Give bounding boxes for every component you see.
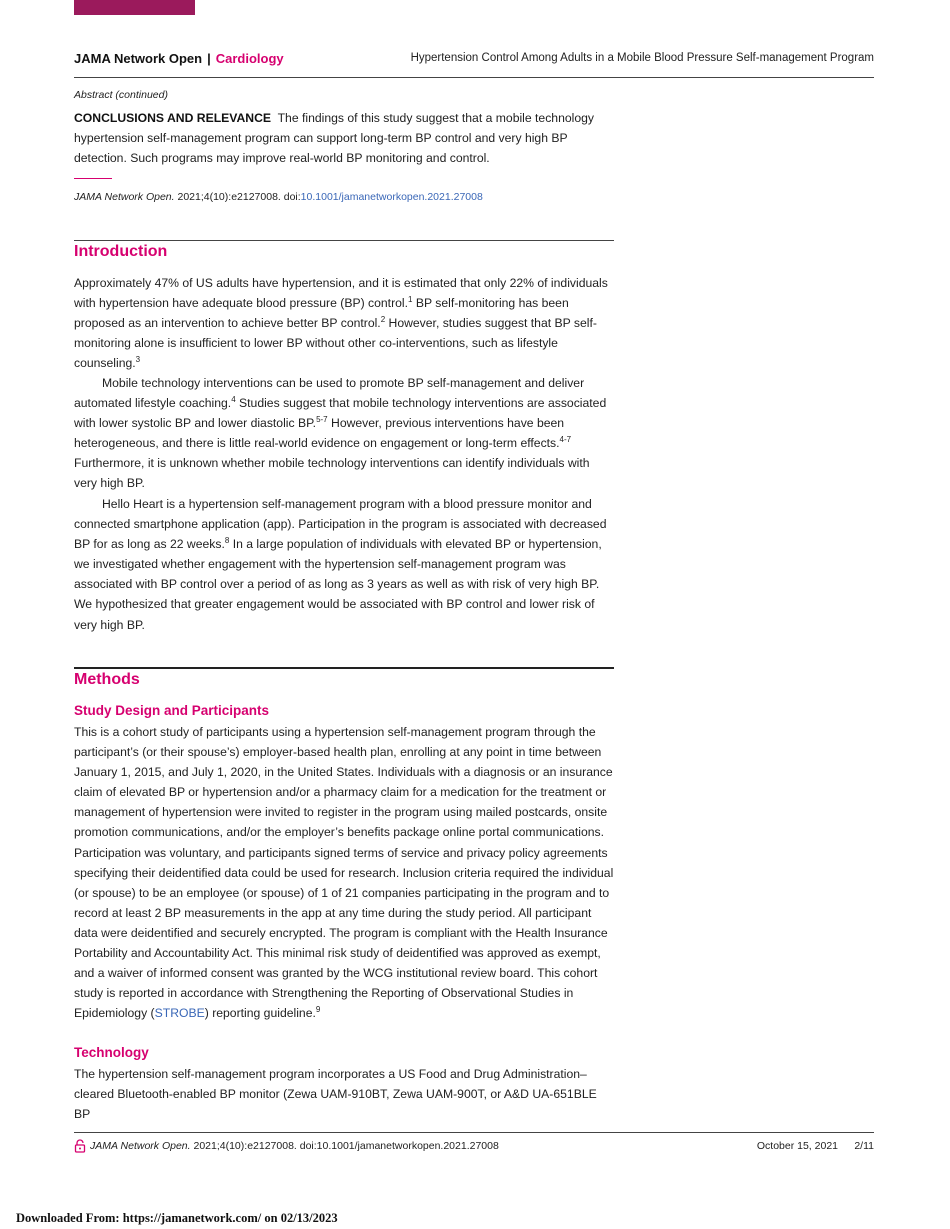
technology-heading: Technology	[74, 1045, 149, 1060]
journal-name	[74, 51, 284, 66]
publication-date: October 15, 2021	[756, 1140, 838, 1152]
doi-link[interactable]: 10.1001/jamanetworkopen.2021.27008	[300, 191, 483, 203]
footer-journal: JAMA Network Open.	[90, 1140, 191, 1152]
strobe-link[interactable]: STROBE	[154, 1006, 205, 1021]
section-name: Cardiology	[215, 51, 284, 66]
introduction-heading: Introduction	[74, 243, 168, 260]
pink-divider	[74, 178, 112, 179]
intro-paragraph-2: Mobile technology interventions can be used to promote BP self-management and deliver automated lifestyle coaching.$^4$ Studies suggest that mobile technology interventions are associated with lower systolic BP and lower diastolic BP.$^{5-7}$ However, previous interventions have been heterogeneous, and there is little real-world evidence on engagement or long-term effects.$^{4-7}$ Furthermore, it is unknown whether mobile technology interventions can identify individuals with very high BP.	[74, 376, 607, 491]
header-rule	[74, 77, 874, 78]
abstract-continued-label: Abstract (continued)	[74, 89, 168, 101]
open-access-icon	[74, 1139, 86, 1153]
reference-3[interactable]: 3	[135, 355, 141, 365]
citation-details: 2021;4(10):e2127008. doi:	[177, 191, 301, 203]
page-header	[74, 51, 874, 71]
page-number: 2/11	[854, 1140, 874, 1152]
conclusions-paragraph	[74, 108, 614, 168]
footer-citation	[90, 1140, 499, 1152]
intro-rule	[74, 240, 614, 241]
page-footer	[74, 1139, 874, 1155]
reference-5-7[interactable]: 5-7	[316, 415, 328, 425]
reference-2[interactable]: 2	[380, 315, 386, 325]
citation-journal: JAMA Network Open.	[74, 191, 175, 203]
running-title: Hypertension Control Among Adults in a Mobile Blood Pressure Self-management Program	[410, 52, 874, 64]
footer-doi: 2021;4(10):e2127008. doi:10.1001/jamanetworkopen.2021.27008	[193, 1140, 499, 1152]
conclusions-heading: CONCLUSIONS AND RELEVANCE	[74, 111, 272, 125]
download-notice: Downloaded From: https://jamanetwork.com/ on 02/13/2023	[16, 1211, 338, 1225]
top-accent-bar	[74, 0, 195, 15]
methods-heading: Methods	[74, 671, 140, 688]
article-citation	[74, 191, 483, 203]
reference-9[interactable]: 9	[315, 1005, 321, 1015]
study-design-heading: Study Design and Participants	[74, 703, 270, 718]
conclusions-text: The findings of this study suggest that a mobile technology hypertension self-management program can support long-term BP control and very high BP detection. Such programs may improve real-world BP monitoring and control.	[74, 111, 594, 166]
technology-paragraph: The hypertension self-management program incorporates a US Food and Drug Administration–cleared Bluetooth-enabled BP monitor (Zewa UAM-910BT, Zewa UAM-900T, or A&D UA-651BLE BP	[74, 1067, 597, 1122]
footer-rule	[74, 1132, 874, 1133]
reference-8[interactable]: 8	[224, 536, 230, 546]
study-design-paragraph: This is a cohort study of participants using a hypertension self-management program through the participant’s (or their spouse’s) employer-based health plan, enrolling at any point in time between January 1, 2015, and July 1, 2020, in the United States. Individuals with a diagnosis or an insurance claim of elevated BP or hypertension and/or a pharmacy claim for a medication for the treatment or management of hypertension were invited to register in the program using mailed postcards, onsite promotion communications, and/or the employer’s benefits package online portal communications. Participation was voluntary, and participants signed terms of service and privacy policy agreements specifying their deidentified data could be used for research. Inclusion criteria required the individual (or spouse) to be an employee (or spouse) of 1 of 21 companies participating in the program and to record at least 2 BP measurements in the app at any time during the study period. All participant data were deidentified and securely encrypted. The program is compliant with the Health Insurance Portability and Accountability Act. This minimal risk study of deidentified was approved as exempt, and a waiver of informed consent was granted by the WCG institutional review board. This cohort study is reported in accordance with Strengthening the Reporting of Observational Studies in Epidemiology (STROBE) reporting guideline.$^9$	[74, 725, 614, 1021]
header-separator: |	[207, 51, 211, 66]
reference-4-7[interactable]: 4-7	[559, 435, 572, 445]
methods-rule	[74, 667, 614, 669]
reference-4[interactable]: 4	[231, 395, 236, 405]
journal-title: JAMA Network Open	[74, 51, 203, 66]
reference-1[interactable]: 1	[408, 295, 413, 305]
intro-paragraph-1: Approximately 47% of US adults have hypertension, and it is estimated that only 22% of individuals with hypertension have adequate blood pressure (BP) control.$^1$ BP self-monitoring has been proposed as an intervention to achieve better BP control.$^2$ However, studies suggest that BP self-monitoring alone is insufficient to lower BP without other co-interventions, such as lifestyle counseling.$^3$	[74, 276, 608, 371]
intro-paragraph-3: Hello Heart is a hypertension self-management program with a blood pressure monitor and connected smartphone application (app). Participation in the program is associated with decreased BP for as long as 22 weeks.$^8$ In a large population of individuals with elevated BP or hypertension, we investigated whether engagement with the hypertension self-management program was associated with BP control over a period of as long as 3 years as well as with risk of very high BP. We hypothesized that greater engagement would be associated with BP control and lower risk of very high BP.	[74, 497, 607, 632]
